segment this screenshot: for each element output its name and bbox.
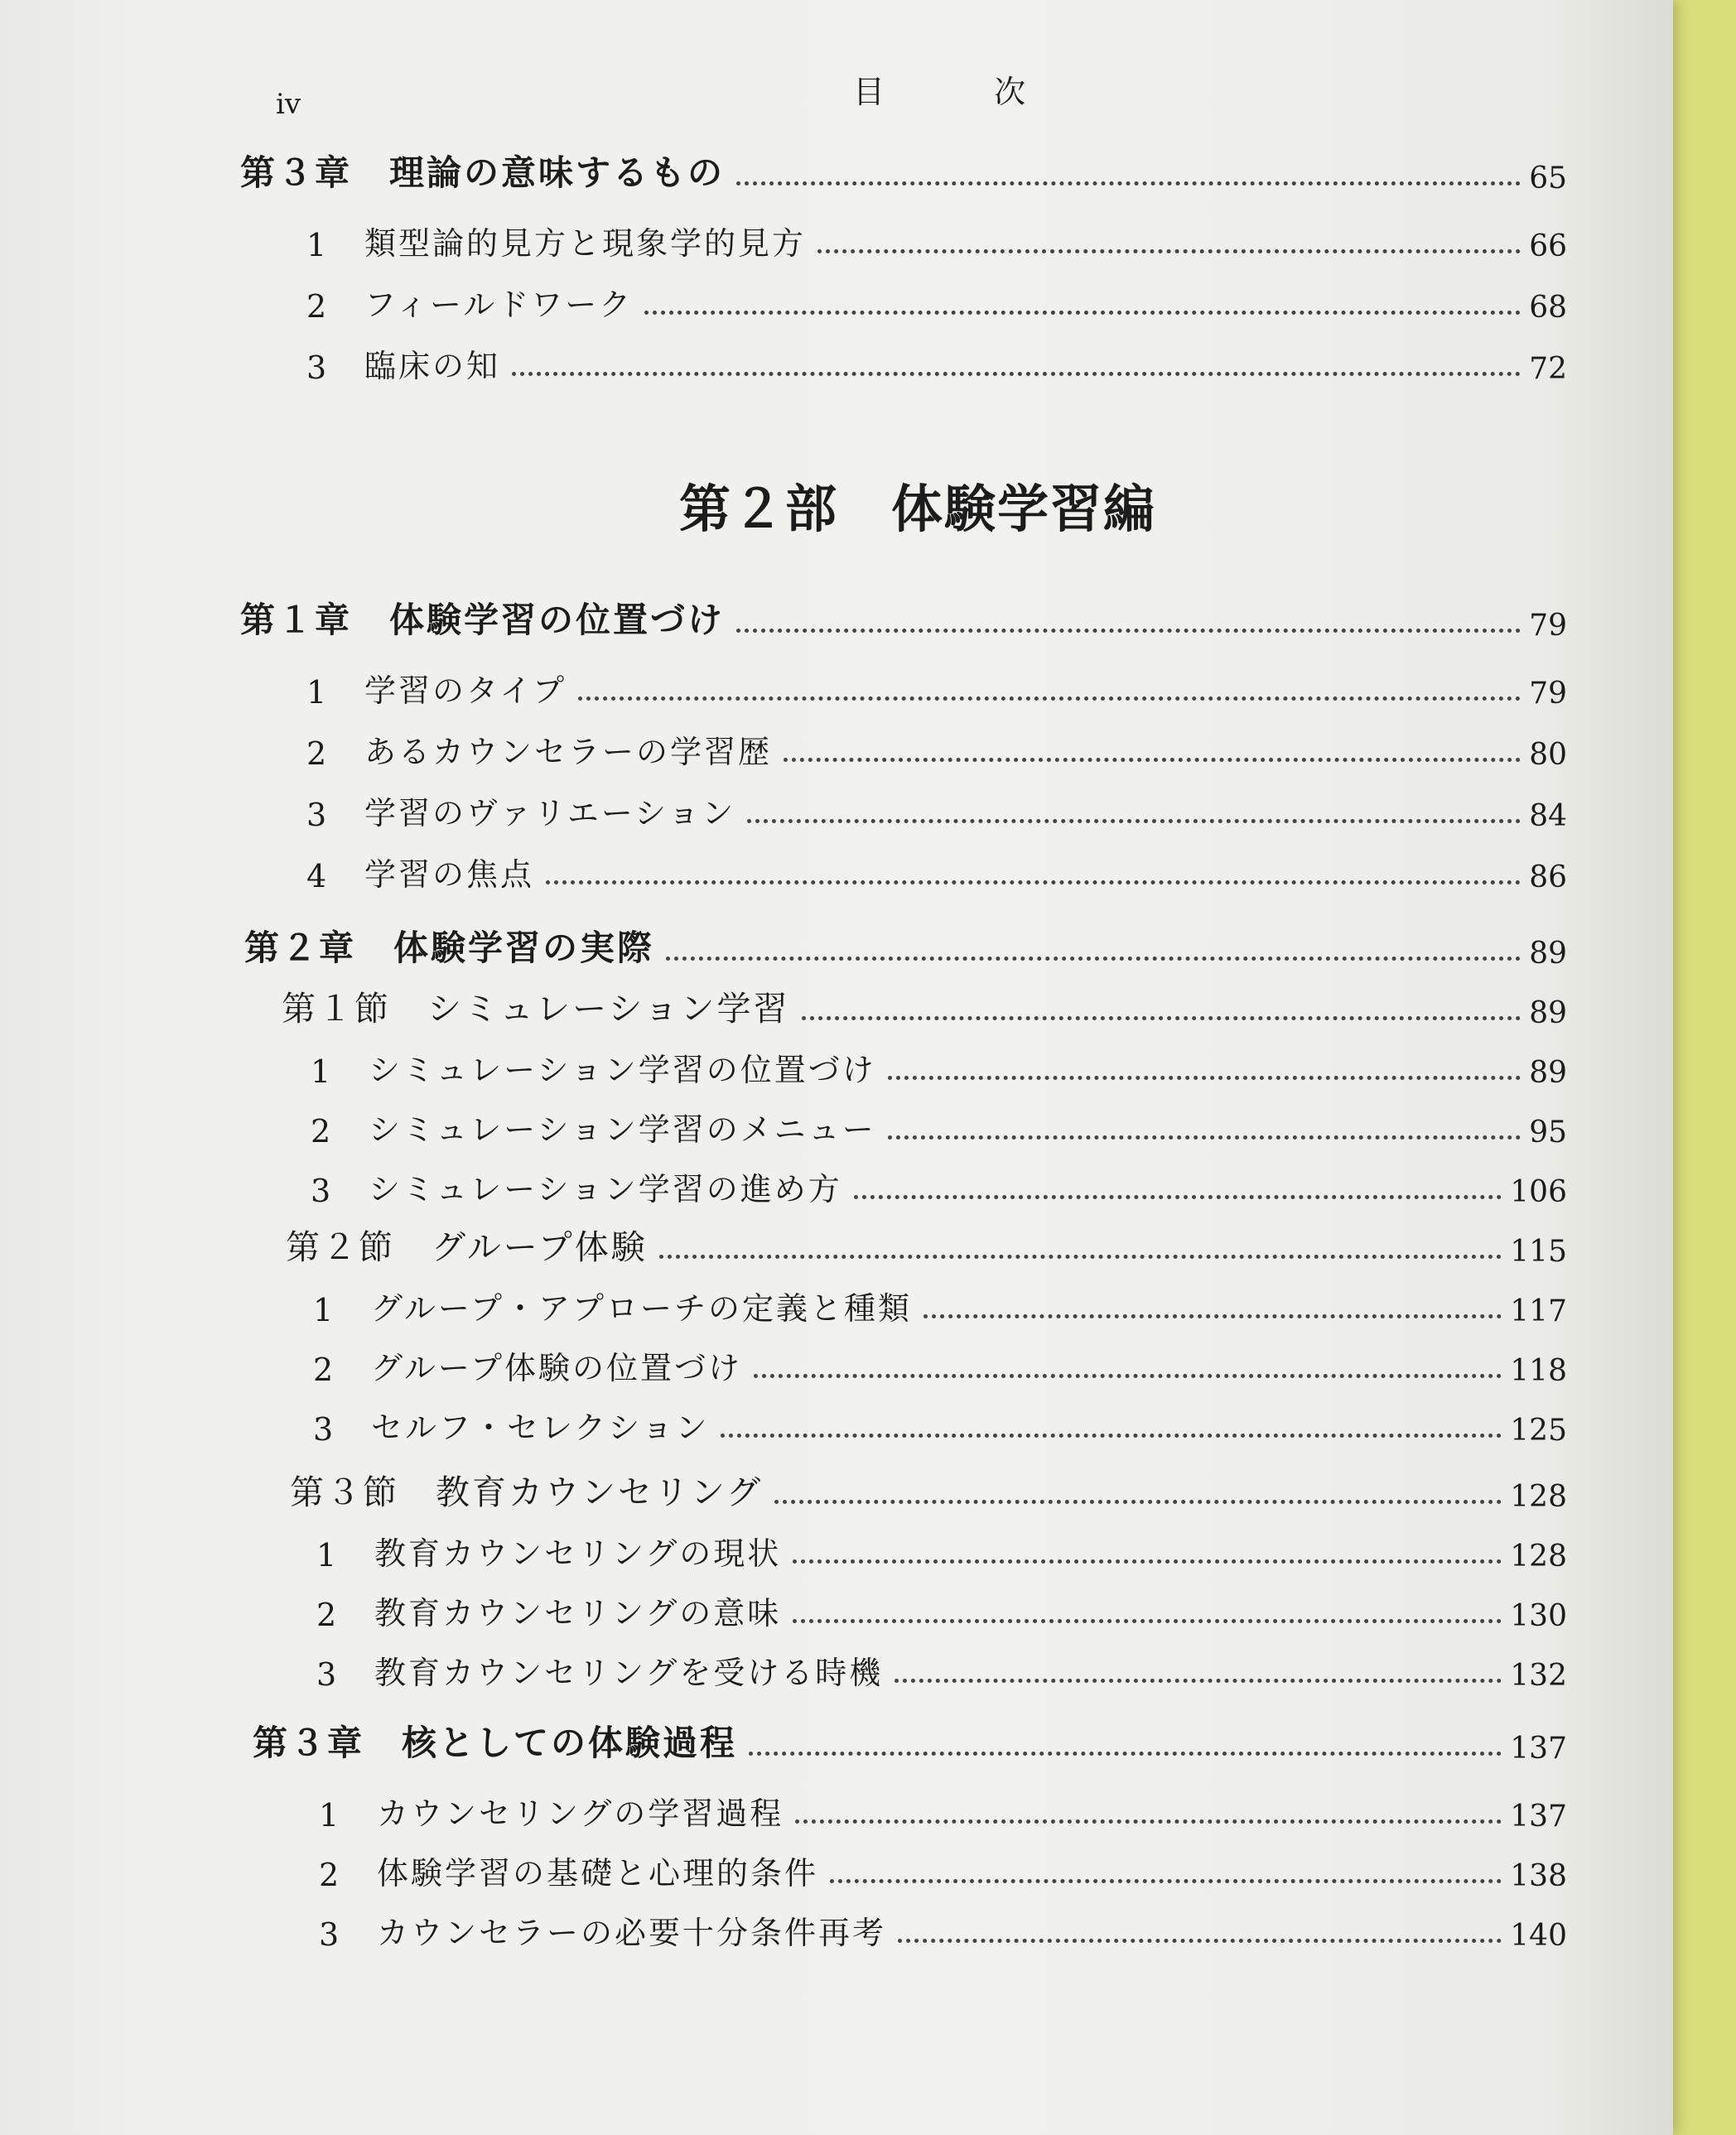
toc-chapter-entry: 第３章 理論の意味するもの 65 <box>240 152 1567 195</box>
toc-item-entry: 3 臨床の知 72 <box>306 348 1567 386</box>
toc-item-entry: 1 シミュレーション学習の位置づけ 89 <box>311 1052 1567 1090</box>
toc-item-entry: 2 フィールドワーク 68 <box>306 287 1567 325</box>
toc-item-entry: 2 シミュレーション学習のメニュー 95 <box>311 1111 1567 1149</box>
toc-chapter-entry: 第１章 体験学習の位置づけ 79 <box>240 600 1567 643</box>
page-number: iv <box>276 88 301 121</box>
toc-item-entry: 2 あるカウンセラーの学習歴 80 <box>306 734 1567 772</box>
toc-item-entry: 1 学習のタイプ 79 <box>306 672 1567 711</box>
toc-item-entry: 3 カウンセラーの必要十分条件再考 140 <box>319 1915 1567 1953</box>
toc-chapter-entry: 第２章 体験学習の実際 89 <box>244 928 1567 971</box>
toc-section-entry: 第１節 シミュレーション学習 89 <box>282 989 1567 1030</box>
toc-item-entry: 1 カウンセリングの学習過程 137 <box>319 1795 1567 1834</box>
toc-item-entry: 2 体験学習の基礎と心理的条件 138 <box>319 1855 1567 1893</box>
toc-item-entry: 3 教育カウンセリングを受ける時機 132 <box>316 1655 1567 1693</box>
toc-item-entry: 3 シミュレーション学習の進め方 106 <box>311 1171 1567 1209</box>
toc-chapter-entry: 第３章 核としての体験過程 137 <box>253 1723 1567 1766</box>
toc-item-entry: 1 類型論的見方と現象学的見方 66 <box>306 225 1567 263</box>
toc-item-entry: 4 学習の焦点 86 <box>306 856 1567 894</box>
toc-section-entry: 第２節 グループ体験 115 <box>286 1227 1567 1269</box>
running-head-title: 目 次 <box>853 74 1076 110</box>
toc-section-entry: 第３節 教育カウンセリング 128 <box>290 1472 1567 1514</box>
toc-item-entry: 3 セルフ・セレクション 125 <box>313 1410 1567 1448</box>
toc-item-entry: 1 教育カウンセリングの現状 128 <box>316 1535 1567 1574</box>
part-title: 第２部 体験学習編 <box>679 479 1157 539</box>
toc-item-entry: 2 教育カウンセリングの意味 130 <box>316 1595 1567 1633</box>
toc-item-entry: 3 学習のヴァリエーション 84 <box>306 795 1567 833</box>
toc-item-entry: 1 グループ・アプローチの定義と種類 117 <box>313 1290 1567 1328</box>
toc-item-entry: 2 グループ体験の位置づけ 118 <box>313 1350 1567 1388</box>
